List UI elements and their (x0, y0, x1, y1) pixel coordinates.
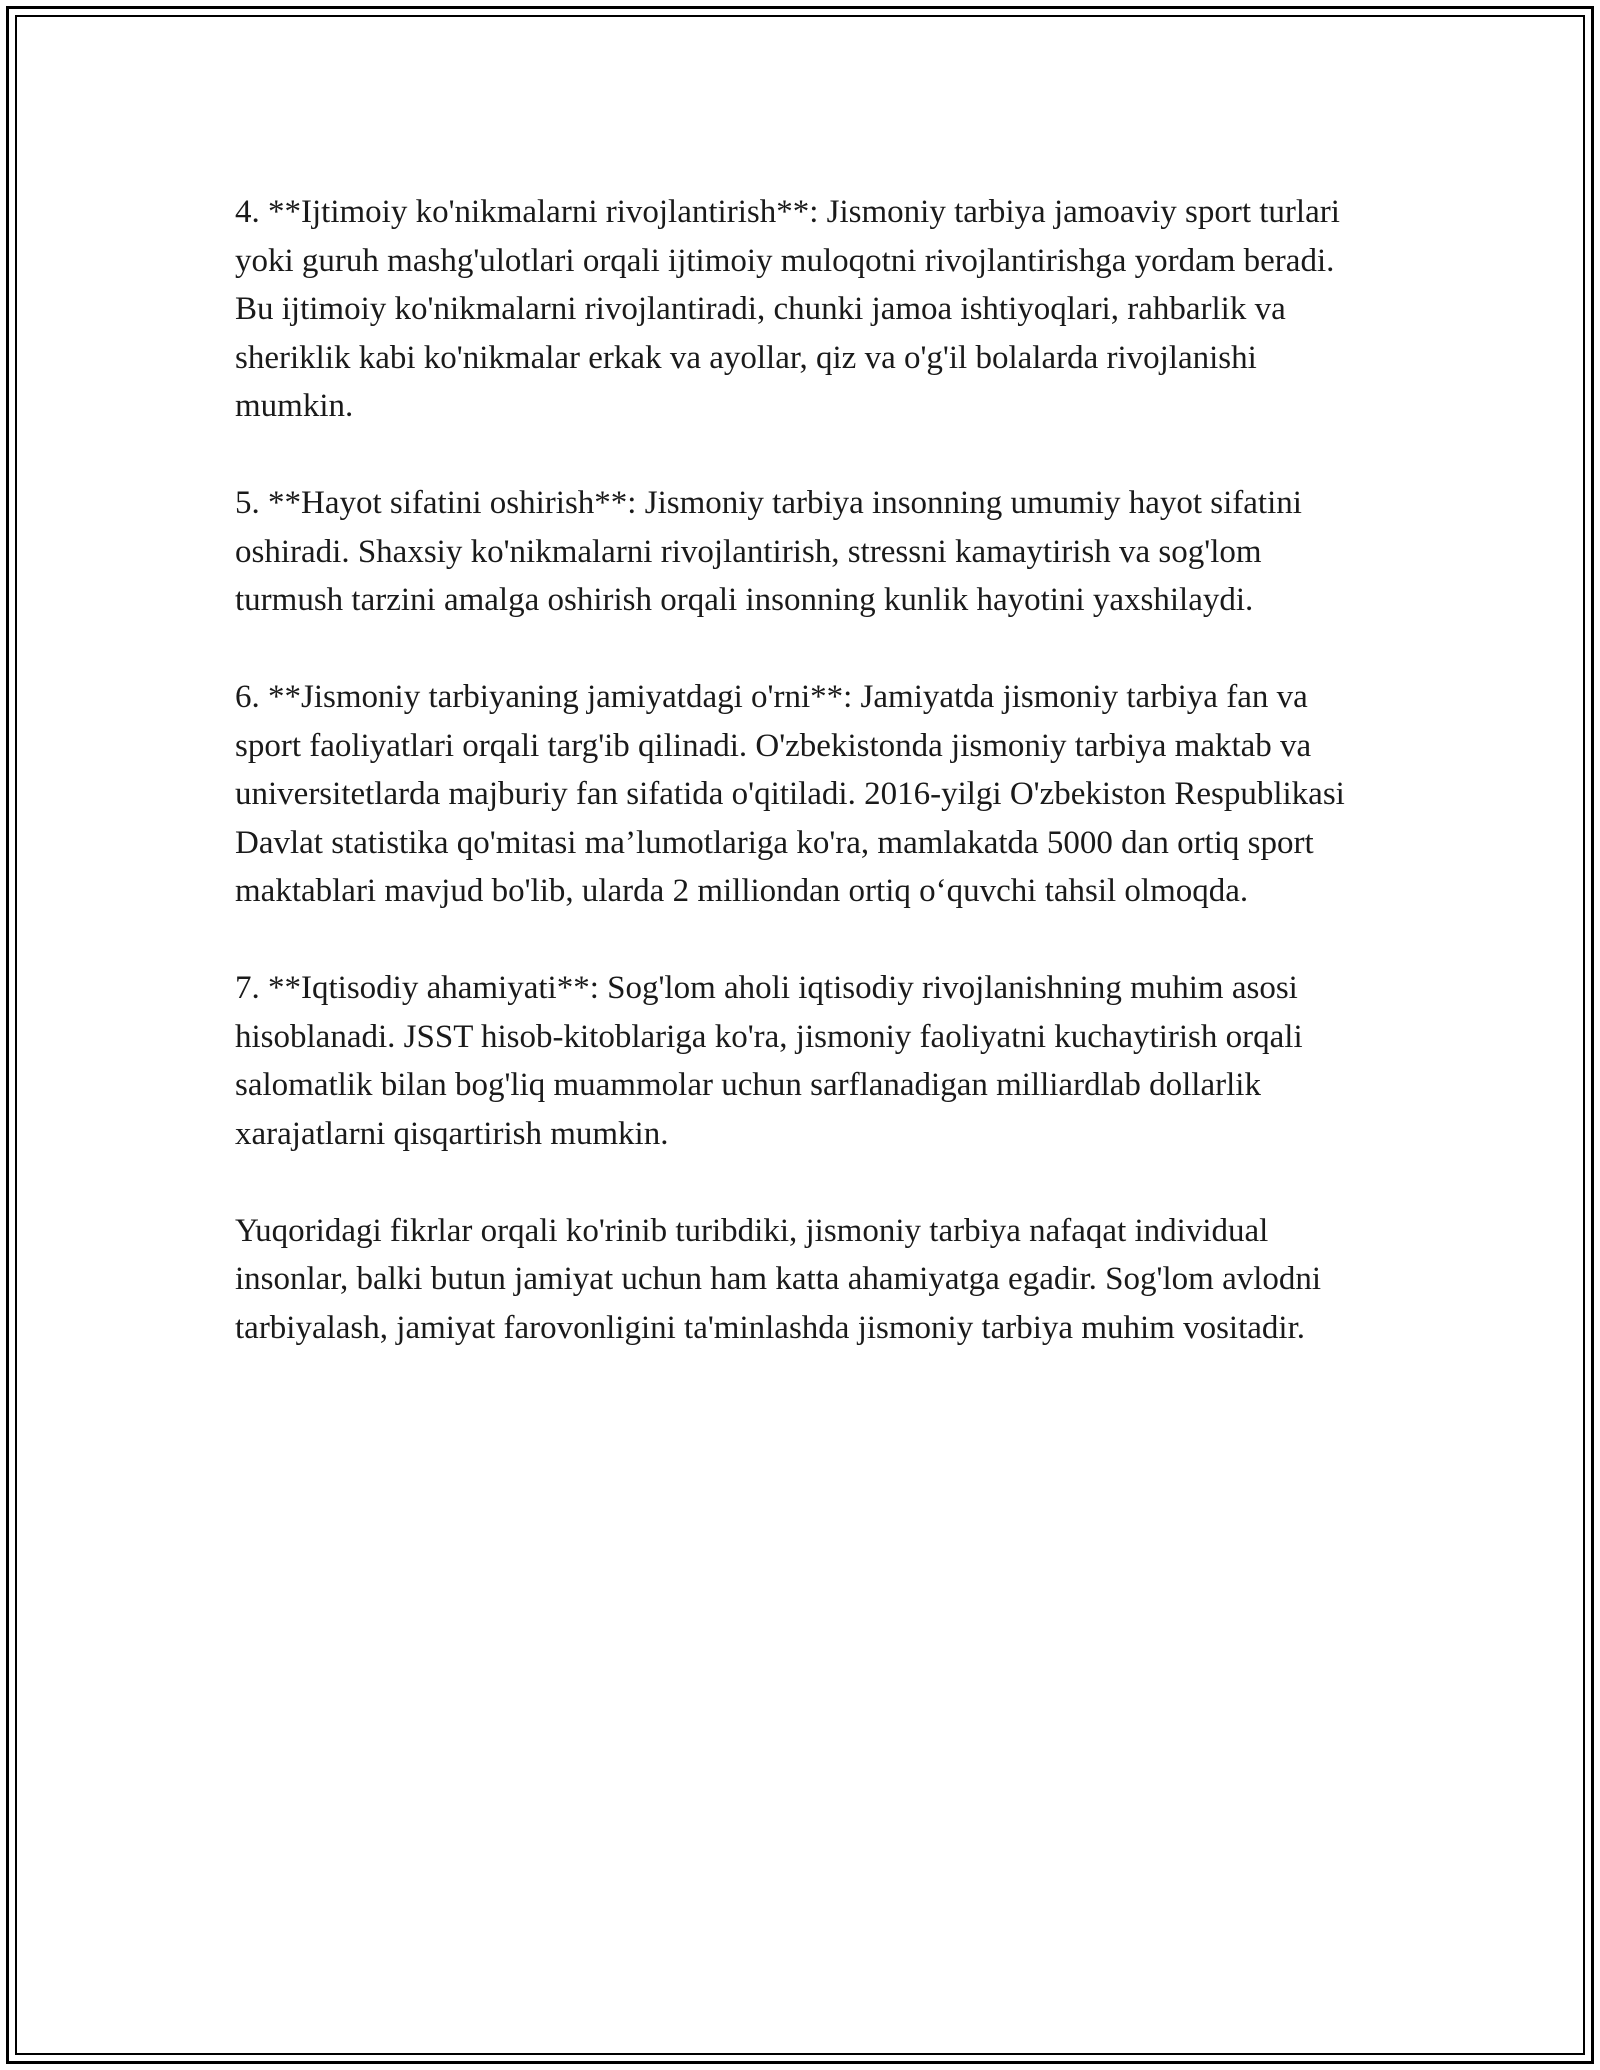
paragraph-economic-importance: 7. **Iqtisodiy ahamiyati**: Sog'lom aholi iqtisodiy rivojlanishning muhim asosi hisoblanadi. JSST hisob-kitoblariga ko'ra, jismoniy faoliyatni kuchaytirish orqali salomatlik bilan bog'liq muammolar uchun sarflanadigan milliardlab dollarlik xarajatlarni qisqartirish mumkin. (235, 970, 1303, 1152)
paragraph-social-skills: 4. **Ijtimoiy ko'nikmalarni rivojlantirish**: Jismoniy tarbiya jamoaviy sport turlari yoki guruh mashg'ulotlari orqali ijtimoiy muloqotni rivojlantirishga yordam beradi. Bu ijtimoiy ko'nikmalarni rivojlantiradi, chunki jamoa ishtiyoqlari, rahbarlik va sheriklik kabi ko'nikmalar erkak va ayollar, qiz va o'g'il bolalarda rivojlanishi mumkin. (235, 194, 1340, 424)
paragraph-quality-of-life: 5. **Hayot sifatini oshirish**: Jismoniy tarbiya insonning umumiy hayot sifatini oshiradi. Shaxsiy ko'nikmalarni rivojlantirish, stressni kamaytirish va sog'lom turmush tarzini amalga oshirish orqali insonning kunlik hayotini yaxshilaydi. (235, 485, 1302, 618)
paragraph-conclusion: Yuqoridagi fikrlar orqali ko'rinib turibdiki, jismoniy tarbiya nafaqat individual insonlar, balki butun jamiyat uchun ham katta ahamiyatga egadir. Sog'lom avlodni tarbiyalash, jamiyat farovonligini ta'minlashda jismoniy tarbiya muhim vositadir. (235, 1212, 1322, 1346)
paragraph-role-in-society: 6. **Jismoniy tarbiyaning jamiyatdagi o'rni**: Jamiyatda jismoniy tarbiya fan va sport faoliyatlari orqali targ'ib qilinadi. O'zbekistonda jismoniy tarbiya maktab va universitetlarda majburiy fan sifatida o'qitiladi. 2016-yilgi O'zbekiston Respublikasi Davlat statistika qo'mitasi ma’lumotlariga ko'ra, mamlakatda 5000 dan ortiq sport maktablari mavjud bo'lib, ularda 2 milliondan ortiq o‘quvchi tahsil olmoqda. (235, 679, 1345, 909)
document-body (235, 188, 1375, 1401)
